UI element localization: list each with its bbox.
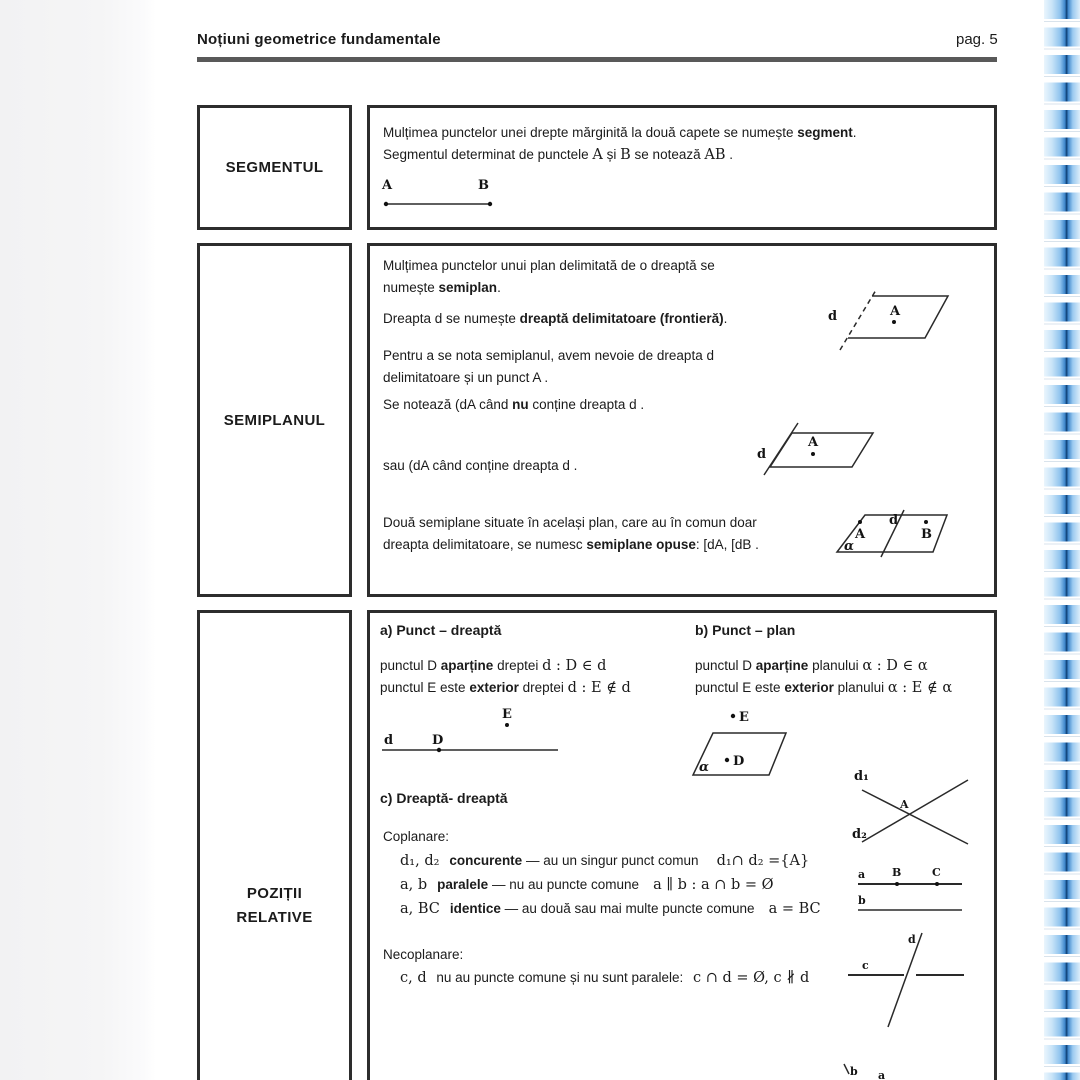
math-run: B [620, 147, 631, 163]
pozitii-label-box [197, 610, 352, 1080]
text-run: . [723, 311, 728, 326]
math-run: a ∥ b : a ∩ b = Ø [653, 877, 774, 893]
text-run: punctul D [695, 658, 756, 673]
bottom-partial-diagram [836, 1046, 916, 1080]
point-c-label: C [932, 866, 941, 879]
punct-plan-diagram [683, 700, 803, 782]
heading-punct-plan: b) Punct – plan [695, 622, 796, 638]
text-run: se notează [630, 147, 705, 162]
text-run: Dreapta d se numește [383, 311, 520, 326]
text-line [383, 394, 644, 416]
semiplane-opuse-text [383, 512, 759, 556]
drepte-concurente-diagram [848, 766, 978, 854]
bold-run: aparține [755, 658, 809, 673]
bold-run: exterior [469, 680, 519, 695]
bold-run: semiplan [438, 280, 498, 295]
text-run: punctul E este [380, 680, 470, 695]
page-left-margin [0, 0, 156, 1080]
necoplanare-line [400, 967, 809, 989]
text-run: . [852, 125, 857, 140]
math-run: d₁, d₂ [400, 853, 440, 869]
segment-diagram [381, 176, 501, 216]
plane-alpha-label: α [844, 539, 855, 554]
text-run: — au un singur punct comun [522, 853, 699, 868]
line-d-label: d [757, 447, 767, 462]
coplanare-label: Coplanare: [383, 829, 450, 844]
point-b-label: B [892, 866, 902, 879]
math-run: α : E ∉ α [887, 680, 953, 696]
necoplanare-label: Necoplanare: [383, 947, 464, 962]
segment-definition-text [383, 122, 857, 166]
frontiera-text [383, 308, 727, 330]
text-run: dreapta delimitatoare, se numesc [383, 537, 587, 552]
point-d-label: D [733, 754, 745, 769]
line-a-label: a [878, 1069, 886, 1080]
text-run: dreptei [493, 658, 543, 673]
text-line: Pentru a se nota semiplanul, avem nevoie de dreapta d [383, 348, 714, 363]
line-d1-label: d₁ [854, 769, 869, 784]
text-line [380, 655, 631, 677]
text-run: punctul E este [695, 680, 785, 695]
semiplan-closed-diagram [755, 418, 885, 478]
bold-run: exterior [784, 680, 834, 695]
text-run: Mulțimea punctelor unei drepte mărginită la două capete se numește [383, 125, 798, 140]
math-run: d : E ∉ d [567, 680, 631, 696]
text-run: Se notează (dA când [383, 397, 513, 412]
text-line: Mulțimea punctelor unui plan delimitată de o dreaptă se [383, 258, 715, 273]
math-run: AB [704, 147, 726, 163]
line-d-label: d [889, 513, 899, 528]
heading-dreapta-dreapta: c) Dreaptă- dreaptă [380, 790, 508, 806]
line-b-label: b [858, 894, 866, 907]
point-d-label: D [432, 733, 444, 748]
point-a-label: A [900, 798, 909, 811]
point-e-label: E [502, 707, 512, 722]
drepte-paralele-diagram [856, 862, 968, 916]
segmentul-label: SEGMENTUL [225, 159, 324, 176]
text-line [383, 308, 727, 330]
semiplanul-label: SEMIPLANUL [223, 411, 326, 429]
text-line [383, 122, 857, 144]
math-run: a, b [400, 877, 428, 893]
text-run: . [725, 147, 734, 162]
bold-run: nu [512, 397, 529, 412]
math-run: d₁∩ d₂ ={A} [716, 853, 810, 869]
math-run: α : D ∈ α [862, 658, 928, 674]
line-d-label: d [384, 733, 394, 748]
math-run: A [592, 147, 603, 163]
math-run: a = BC [768, 901, 821, 917]
semiplan-open-diagram [820, 288, 955, 350]
point-a-label: A [382, 178, 393, 193]
identice-line [400, 897, 821, 921]
label-line: RELATIVE [236, 909, 313, 926]
point-a-label: A [890, 304, 901, 319]
bold-run: segment [797, 125, 853, 140]
line-c-label: c [862, 959, 869, 972]
text-line [383, 534, 759, 556]
text-run: Segmentul determinat de punctele [383, 147, 593, 162]
text-run: nu au puncte comune și nu sunt paralele: [432, 970, 688, 985]
text-run: conține dreapta d . [528, 397, 645, 412]
bold-run: aparține [440, 658, 494, 673]
line-d2-label: d₂ [852, 827, 867, 842]
notatie-contine-text: sau (dA când conține dreapta d . [383, 458, 578, 473]
coplanare-lines [400, 849, 821, 921]
line-a-label: a [858, 868, 866, 881]
text-run: dreptei [518, 680, 568, 695]
bold-run: dreaptă delimitatoare (frontieră) [519, 311, 724, 326]
math-run: d : D ∈ d [542, 658, 607, 674]
text-run: planului [808, 658, 863, 673]
math-run: c, d [400, 970, 427, 986]
text-line [380, 677, 631, 699]
bold-run: semiplane opuse [586, 537, 696, 552]
text-line [695, 655, 952, 677]
spiral-binding-stripes [1044, 0, 1080, 1080]
math-run: c ∩ d = Ø, c ∦ d [693, 970, 810, 986]
line-d-label: d [828, 309, 838, 324]
drepte-necoplanare-diagram [840, 925, 975, 1035]
point-b-label: B [921, 527, 932, 542]
punct-dreapta-text [380, 655, 631, 699]
text-run: . [497, 280, 501, 295]
text-run: — au două sau mai multe puncte comune [500, 901, 755, 916]
text-line [383, 277, 715, 299]
text-run: : [dA, [dB . [695, 537, 759, 552]
point-a-label: A [855, 527, 866, 542]
text-run: — nu au puncte comune [488, 877, 640, 892]
bold-run: concurente [449, 853, 523, 868]
point-e-label: E [739, 710, 749, 725]
bold-run: paralele [437, 877, 489, 892]
punct-plan-text [695, 655, 952, 699]
point-b-label: B [478, 178, 489, 193]
concurente-line [400, 849, 821, 873]
text-line: Două semiplane situate în același plan, care au în comun doar [383, 515, 757, 530]
math-run: a, BC [400, 901, 440, 917]
notatie-nu-contine-text [383, 394, 644, 416]
line-d-label: d [908, 933, 916, 946]
paralele-line [400, 873, 821, 897]
text-run: și [602, 147, 621, 162]
punct-dreapta-diagram [378, 700, 563, 755]
page-number: pag. 5 [956, 31, 998, 48]
text-run: punctul D [380, 658, 441, 673]
spiral-binding [1030, 0, 1080, 1080]
text-line [695, 677, 952, 699]
line-b-label: b [850, 1065, 858, 1078]
text-run: numește [383, 280, 439, 295]
segmentul-label-box [197, 105, 352, 230]
header-rule [197, 57, 997, 62]
semiplanul-label-box [197, 243, 352, 597]
pozitii-label [197, 882, 352, 930]
page-title: Noțiuni geometrice fundamentale [197, 31, 441, 48]
plane-alpha-label: α [699, 760, 710, 775]
notare-semiplan-text [383, 345, 714, 389]
text-line: delimitatoare și un punct A . [383, 370, 549, 385]
heading-punct-dreapta: a) Punct – dreaptă [380, 622, 502, 638]
text-run: planului [833, 680, 888, 695]
text-line [383, 144, 857, 166]
point-a-label: A [808, 435, 819, 450]
label-line: POZIȚII [246, 885, 303, 902]
text-line [400, 967, 809, 989]
semiplane-opuse-diagram [830, 496, 960, 566]
semiplan-definition-text [383, 255, 715, 299]
bold-run: identice [449, 901, 501, 916]
